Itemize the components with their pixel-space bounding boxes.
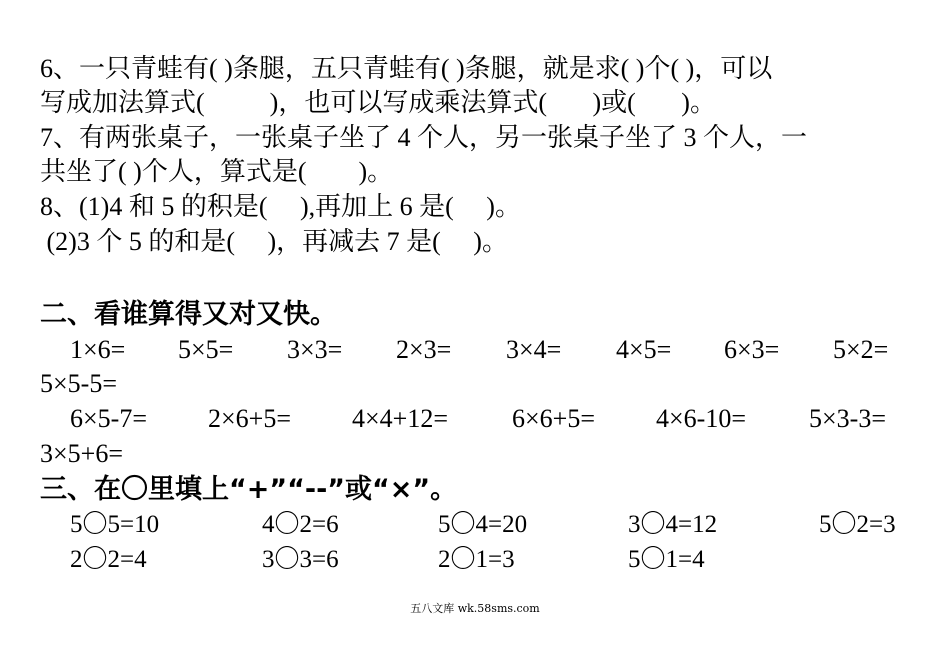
footer-watermark: 五八文库 wk.58sms.com <box>410 602 540 615</box>
question-8-line-1: 8、(1)4 和 5 的积是( ),再加上 6 是( )。 <box>40 192 521 221</box>
fill-row-2 <box>0 543 950 577</box>
question-6-line-2: 写成加法算式( )，也可以写成乘法算式( )或( )。 <box>40 88 716 117</box>
calc-row-3 <box>0 402 950 436</box>
calc-item: 6×6+5= <box>512 404 595 433</box>
calc-row-4 <box>0 437 950 471</box>
calc-item: 6×3= <box>724 335 780 364</box>
question-8-line-2: (2)3 个 5 的和是( )，再减去 7 是( )。 <box>40 227 508 256</box>
fill-row-1 <box>0 508 950 542</box>
fill-item: 4〇2=6 <box>262 511 339 538</box>
fill-item: 2〇1=3 <box>438 546 515 573</box>
calc-item: 5×2= <box>833 335 889 364</box>
calc-item: 3×5+6= <box>40 439 123 468</box>
fill-item: 5〇2=3 <box>819 511 896 538</box>
calc-item: 4×6-10= <box>656 404 746 433</box>
question-7-line-2: 共坐了( )个人，算式是( )。 <box>40 157 394 186</box>
fill-item: 3〇3=6 <box>262 546 339 573</box>
calc-item: 3×4= <box>506 335 562 364</box>
calc-item: 3×3= <box>287 335 343 364</box>
fill-item: 5〇5=10 <box>70 511 160 538</box>
fill-item: 5〇4=20 <box>438 511 528 538</box>
question-7-line-1: 7、有两张桌子，一张桌子坐了 4 个人，另一张桌子坐了 3 个人，一 <box>40 123 808 152</box>
calc-item: 4×4+12= <box>352 404 448 433</box>
calc-row-1 <box>0 333 950 367</box>
calc-item: 1×6= <box>70 335 126 364</box>
question-6-line-1: 6、一只青蛙有( )条腿，五只青蛙有( )条腿，就是求( )个( )，可以 <box>40 54 773 83</box>
section-three-title: 三、在〇里填上“+”“--”或“×”。 <box>40 474 458 505</box>
calc-item: 4×5= <box>616 335 672 364</box>
section-two-title: 二、看谁算得又对又快。 <box>40 299 337 330</box>
calc-item: 2×6+5= <box>208 404 291 433</box>
calc-item: 6×5-7= <box>70 404 147 433</box>
calc-item: 2×3= <box>396 335 452 364</box>
calc-item: 5×5-5= <box>40 369 117 398</box>
calc-item: 5×5= <box>178 335 234 364</box>
fill-item: 2〇2=4 <box>70 546 147 573</box>
fill-item: 5〇1=4 <box>628 546 705 573</box>
fill-item: 3〇4=12 <box>628 511 718 538</box>
calc-item: 5×3-3= <box>809 404 886 433</box>
calc-row-2 <box>0 367 950 401</box>
